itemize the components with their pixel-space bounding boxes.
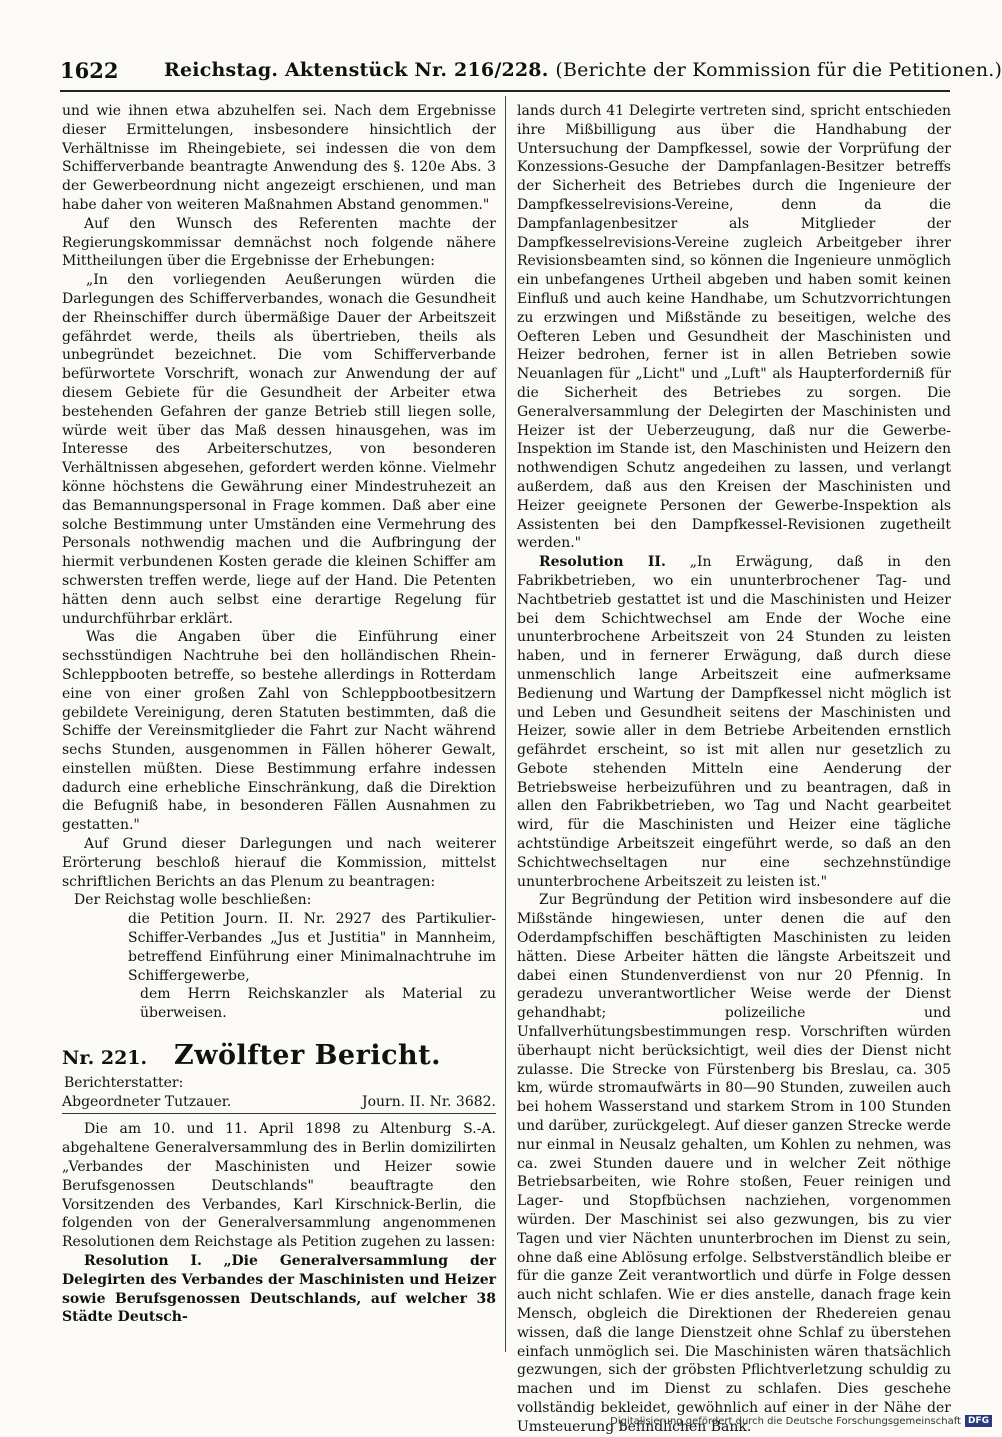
running-head-title: Reichstag. Aktenstück Nr. 216/228.	[164, 59, 549, 81]
resolution-text: „In Erwägung, daß in den Fabrikbetrieben, wo ein ununterbrochener Tag- und Nachtbetrieb gestattet ist und die Maschinisten und Heizer bei dem Schichtwechsel am Ende der Woche eine ununterbrochene Arbeitszeit von 24 Stunden zu leisten haben, und in fernerer Erwägung, daß durch diese unmenschlich lange Arbeitszeit eine aufmerksame Bedienung und Wartung der Dampfkessel nicht möglich ist und Leben und Gesundheit seitens der Maschinisten und Heizer, sowie aller in dem Betriebe Arbeitenden ernstlich gefährdet erscheint, so ist mit allen nur gesetzlich zu Gebote stehenden Mitteln eine Aenderung der Betriebsweise herbeizuführen und zu beantragen, daß in allen den Fabrikbetrieben, wo Tag und Nacht gearbeitet wird, für die Maschinisten und Heizer eine tägliche achtstündige Arbeitszeit eingeführt werde, so daß an den Schichtwechseltagen nur eine sechzehnstündige ununterbrochene Arbeitszeit zu leisten ist."	[517, 554, 952, 890]
resolution-2	[517, 553, 951, 891]
quoted-paragraph: „In den vorliegenden Aeußerungen würden die Darlegungen des Schifferverbandes, wonach die Gesundheit der Rheinschiffer durch übermäßige Dauer der Arbeitszeit gefährdet werde, theils als übertrieben, theils als unbegründet bezeichnet. Die vom Schifferverbande befürwortete Vorschrift, wonach zur Anwendung der auf diesem Gebiete für die Gesundheit der Arbeiter etwa bestehenden Gefahren der ganze Betrieb still liegen solle, würde weit über das Maß dessen hinausgehen, was im Interesse des Arbeiterschutzes, von besonderen Verhältnissen abgesehen, gefordert werden könne. Vielmehr könne höchstens die Gewährung einer Mindestruhezeit an das Bemannungspersonal in Frage kommen. Daß aber eine solche Bestimmung unter Umständen eine Vermehrung des Personals nothwendig machen und die Aufbringung der hiermit verbundenen Kosten gerade die kleinen Schiffer am schwersten treffen werde, liege auf der Hand. Die Petenten hätten denn auch selbst eine derartige Regelung für undurchführbar erklärt.	[62, 272, 496, 627]
paragraph: Auf Grund dieser Darlegungen und nach weiterer Erörterung beschloß hierauf die Kommission, mittelst schriftlichen Berichts an das Plenum zu beantragen:	[62, 836, 496, 890]
column-divider	[505, 96, 506, 1352]
running-head	[164, 59, 1002, 81]
motion-intro: Der Reichstag wolle beschließen:	[74, 892, 312, 909]
resolution-label: Resolution I.	[84, 1253, 202, 1270]
footer-text: Digitalisierung gefördert durch die Deutsche Forschungsgemeinschaft	[610, 1415, 961, 1427]
report-number: Nr. 221.	[62, 1047, 148, 1070]
motion-body: die Petition Journ. II. Nr. 2927 des Partikulier-Schiffer-Verbandes „Jus et Justitia" in Mannheim, betreffend Einführung einer Minimalnachtruhe im Schiffergewerbe,	[128, 911, 496, 984]
left-column	[62, 102, 497, 1326]
footer	[610, 1415, 992, 1427]
paragraph: Zur Begründung der Petition wird insbesondere auf die Mißstände hingewiesen, unter denen die auf den Oderdampfschiffen beschäftigten Maschinisten zu leiden hätten. Diese Arbeiter hätten die längste Arbeitszeit und dabei einen Stundenverdienst von nur 20 Pfennig. In geradezu unverantwortlicher Weise werde der Dienst gehandhabt; polizeiliche und Unfallverhütungsbestimmungen resp. Vorschriften würden überhaupt nicht berücksichtigt, weil dies der Dienst nicht zulasse. Die Strecke von Fürstenberg bis Breslau, ca. 305 km, würde stromaufwärts in 80—90 Stunden, zuweilen auch bei hohem Wasserstand und starkem Strom in 100 Stunden und darüber, zurückgelegt. Auf dieser ganzen Strecke werde nur einmal in Neusalz gehalten, um Kohlen zu nehmen, was ca. zwei Stunden dauere und in welcher Zeit nöthige Betriebsarbeiten, wie Rohre stoßen, Feuer reinigen und Lager- und Stopfbüchsen nachziehen, vorgenommen würden. Der Maschinist sei also gezwungen, bis zu vier Tagen und vier Nächten ununterbrochen im Dienst zu sein, ohne daß eine Ablösung erfolge. Selbstverständlich bleibe er für die ganze Zeit verantwortlich und dürfe in Folge dessen auch nicht schlafen. Wie er dies anstelle, danach frage kein Mensch, obgleich die Direktionen der Rhedereien genau wissen, daß die lange Dienstzeit ohne Schlaf zu überstehen einfach unmöglich sei. Die Maschinisten wären thatsächlich gezwungen, sich der gröbsten Pflichtverletzung schuldig zu machen und im Dienst zu schlafen. Dies geschehe vollständig bekleidet, gewöhnlich auf einer in der Nähe der Umsteuerung befindlichen Bank.	[517, 892, 951, 1435]
paragraph: und wie ihnen etwa abzuhelfen sei. Nach dem Ergebnisse dieser Ermittelungen, insbesondere hinsichtlich der Verhältnisse im Rheingebiete, sei indessen die von dem Schifferverbande beantragte Anwendung des §. 120e Abs. 3 der Gewerbeordnung nicht angezeigt erschienen, und man habe daher von weiteren Maßnahmen Abstand genommen."	[62, 103, 496, 213]
running-header	[60, 56, 1002, 92]
resolution-text: „Die Generalversammlung der Delegirten des Verbandes der Maschinisten und Heizer sowie Berufsgenossen Deutschlands, auf welcher 38 Städte Deutsch-	[62, 1253, 497, 1326]
quoted-paragraph: Was die Angaben über die Einführung einer sechsstündigen Nachtruhe bei den holländischen Rhein-Schleppbooten betreffe, so bestehe allerdings in Rotterdam eine von einer großen Zahl von Schleppbootbesitzern gebildete Vereinigung, deren Statuten bestimmten, daß die Schiffe der Vereinsmitglieder die Fahrt zur Nacht während sechs Stunden, ausgenommen in Fällen höherer Gewalt, einstellen müßten. Diese Bestimmung erfahre indessen dadurch eine erhebliche Einschränkung, daß die Direktion die Befugniß habe, in besonderen Fällen Ausnahmen zu gestatten."	[62, 629, 496, 834]
paragraph: Die am 10. und 11. April 1898 zu Altenburg S.-A. abgehaltene Generalversammlung des in Berlin domizilirten „Verbandes der Maschinisten und Heizer sowie Berufsgenossen Deutschlands" beauftragte den Vorsitzenden des Verbandes, Karl Kirschnick-Berlin, die folgenden von der Generalversammlung angenommenen Resolutionen dem Reichstage als Petition zugehen zu lassen:	[62, 1121, 496, 1251]
running-head-subtitle: (Berichte der Kommission für die Petitionen.)	[555, 59, 1002, 81]
reporter-row	[62, 1093, 496, 1115]
paragraph: Auf den Wunsch des Referenten machte der Regierungskommissar demnächst noch folgende nähere Mittheilungen über die Ergebnisse der Erhebungen:	[62, 215, 496, 270]
paragraph: lands durch 41 Delegirte vertreten sind, spricht entschieden ihre Mißbilligung aus über die Handhabung der Untersuchung der Dampfkessel, sowie der Vorprüfung der Konzessions-Gesuche der Dampfanlagen-Besitzer betreffs der Sicherheit des Betriebes durch die Ingenieure der Dampfkesselrevisions-Vereine, denn da die Dampfanlagenbesitzer als Mitglieder der Dampfkesselrevisions-Vereine zugleich Arbeitgeber ihrer Revisionsbeamten sind, so können die Ingenieure unmöglich ein unbefangenes Urtheil abgeben und haben somit keinen Einfluß und auch keine Handhabe, um Schutzvorrichtungen zu erzwingen und Mißstände zu beseitigen, welche des Oefteren Leben und Gesundheit der Maschinisten und Heizer bedrohen, ferner ist in allen Betrieben sowie Neuanlagen für „Licht" und „Luft" als Haupterforderniß für die Sicherheit des Betriebes zu sorgen. Die Generalversammlung der Delegirten der Maschinisten und Heizer ist der Ueberzeugung, daß nur die Gewerbe-Inspektion im Stande ist, den Maschinisten und Heizern den nothwendigen Schutz angedeihen zu lassen, und verlangt außerdem, daß aus den Kreisen der Maschinisten und Heizer geeignete Personen der Gewerbe-Inspektion als Assistenten bei den Dampfkessel-Revisionen zugetheilt werden."	[517, 103, 951, 552]
report-title: Zwölfter Bericht.	[174, 1040, 442, 1072]
dfg-logo: DFG	[965, 1415, 992, 1427]
report-heading	[62, 1040, 496, 1072]
journal-number: Journ. II. Nr. 3682.	[361, 1093, 496, 1110]
resolution-1	[62, 1252, 496, 1327]
reporter-name: Abgeordneter Tutzauer.	[62, 1093, 232, 1110]
page-number: 1622	[60, 58, 119, 83]
resolution-label: Resolution II.	[539, 554, 666, 571]
motion-end: dem Herrn Reichskanzler als Material zu überweisen.	[140, 986, 496, 1022]
reporter-label: Berichterstatter:	[64, 1074, 184, 1091]
